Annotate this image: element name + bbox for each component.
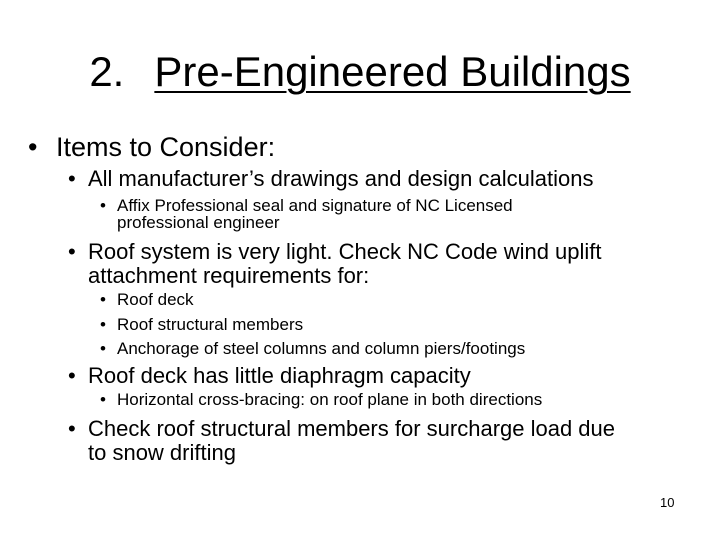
bullet-icon: • xyxy=(28,132,38,162)
bullet-icon: • xyxy=(100,315,106,334)
list-item-continuation: to snow drifting xyxy=(88,440,236,465)
title-number: 2. xyxy=(89,48,125,95)
bullet-icon: • xyxy=(68,166,76,191)
bullet-icon: • xyxy=(100,290,106,309)
bullet-icon: • xyxy=(100,390,106,409)
bullet-icon: • xyxy=(100,196,106,215)
bullet-icon: • xyxy=(68,416,76,441)
slide-title xyxy=(0,42,720,102)
bullet-icon: • xyxy=(68,239,76,264)
list-item: Roof deck has little diaphragm capacity xyxy=(88,363,471,388)
list-item-continuation: professional engineer xyxy=(117,213,280,232)
list-item: Anchorage of steel columns and column piers/footings xyxy=(117,339,526,358)
list-item: Horizontal cross-bracing: on roof plane in both directions xyxy=(117,390,543,409)
list-item: Roof deck xyxy=(117,290,194,309)
list-item-continuation: attachment requirements for: xyxy=(88,263,370,288)
list-item: All manufacturer’s drawings and design calculations xyxy=(88,166,594,191)
bullet-icon: • xyxy=(68,363,76,388)
list-item: Affix Professional seal and signature of NC Licensed xyxy=(117,196,513,215)
list-item: Roof structural members xyxy=(117,315,304,334)
title-text: Pre-Engineered Buildings xyxy=(154,48,631,95)
bullet-icon: • xyxy=(100,339,106,358)
page-number: 10 xyxy=(660,495,675,510)
items-to-consider-heading: Items to Consider: xyxy=(56,132,276,162)
list-item: Check roof structural members for surcharge load due xyxy=(88,416,616,441)
list-item: Roof system is very light. Check NC Code wind uplift xyxy=(88,239,602,264)
